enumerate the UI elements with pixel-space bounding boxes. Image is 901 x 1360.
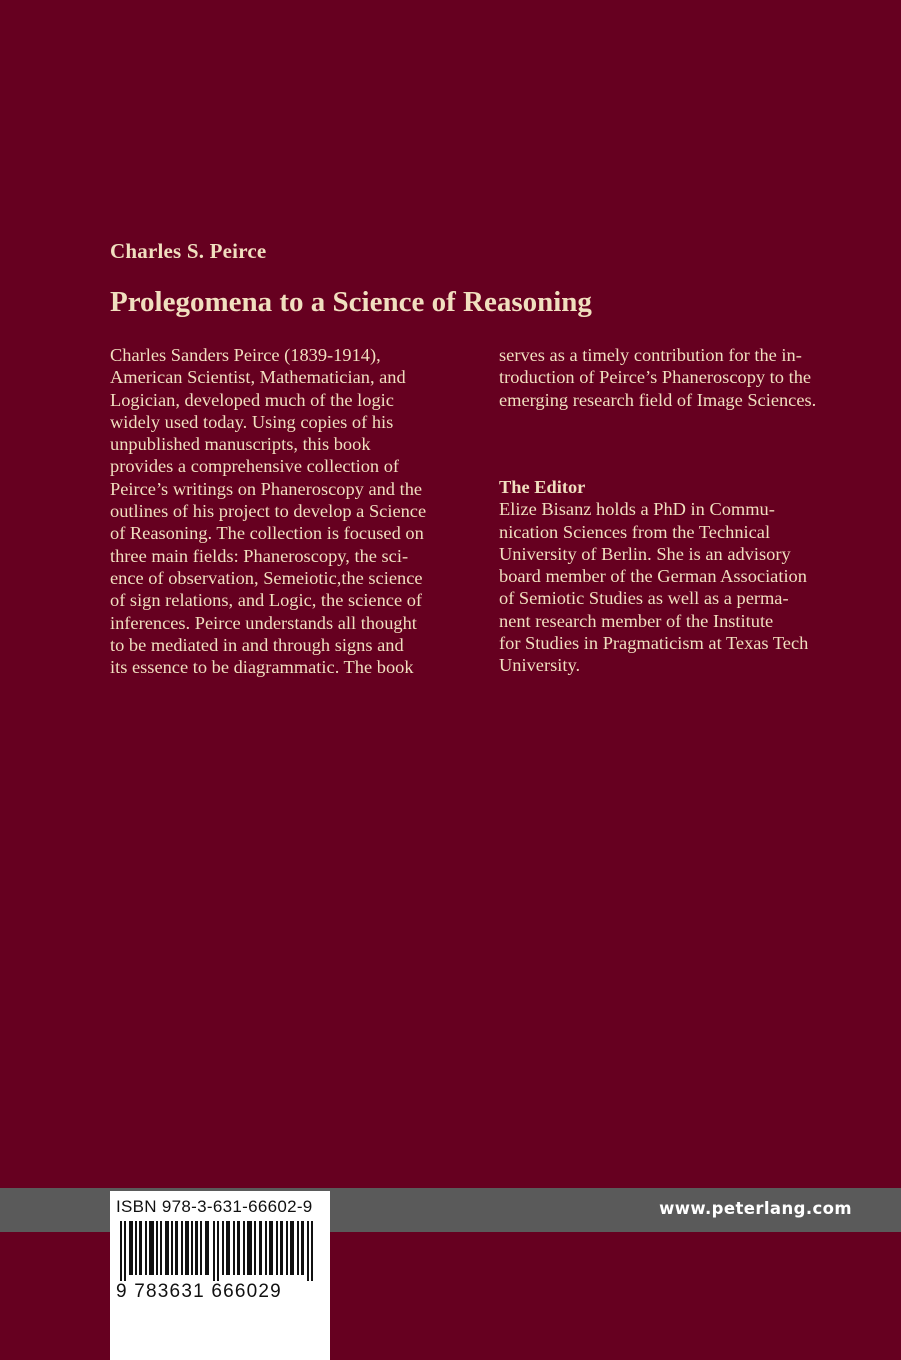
publisher-url[interactable]: www.peterlang.com bbox=[659, 1199, 852, 1218]
blurb-line: American Scientist, Mathematician, and bbox=[110, 367, 406, 388]
blurb-line: widely used today. Using copies of his bbox=[110, 411, 394, 432]
blurb-line: Charles Sanders Peirce (1839-1914), bbox=[110, 345, 381, 365]
barcode-number: 9 783631 666029 bbox=[116, 1281, 282, 1302]
blurb-line: three main fields: Phaneroscopy, the sci- bbox=[110, 545, 409, 566]
isbn-barcode bbox=[110, 1191, 330, 1360]
editor-line: of Semiotic Studies as well as a perma- bbox=[499, 588, 789, 609]
blurb-line: of sign relations, and Logic, the science of bbox=[110, 590, 423, 611]
blurb-right-column bbox=[499, 344, 859, 411]
blurb-line: provides a comprehensive collection of bbox=[110, 456, 400, 477]
author-name: Charles S. Peirce bbox=[110, 239, 267, 263]
editor-line: for Studies in Pragmaticism at Texas Tech bbox=[499, 633, 809, 654]
blurb-line: ence of observation, Semeiotic,the science bbox=[110, 567, 423, 588]
book-title: Prolegomena to a Science of Reasoning bbox=[110, 286, 592, 318]
editor-line: Elize Bisanz holds a PhD in Commu- bbox=[499, 499, 775, 520]
editor-line: board member of the German Association bbox=[499, 566, 807, 587]
editor-line: University of Berlin. She is an advisory bbox=[499, 543, 791, 564]
blurb-left-column bbox=[110, 344, 470, 678]
editor-section bbox=[499, 476, 859, 677]
blurb-line: unpublished manuscripts, this book bbox=[110, 434, 371, 455]
barcode-icon bbox=[120, 1221, 320, 1281]
blurb-line: troduction of Peirce’s Phaneroscopy to the bbox=[499, 367, 812, 388]
editor-heading: The Editor bbox=[499, 477, 586, 497]
blurb-line: inferences. Peirce understands all thought bbox=[110, 612, 417, 633]
editor-line: nent research member of the Institute bbox=[499, 610, 774, 631]
blurb-line: Peirce’s writings on Phaneroscopy and the bbox=[110, 478, 423, 499]
editor-line: nication Sciences from the Technical bbox=[499, 521, 771, 542]
isbn-label: ISBN 978-3-631-66602-9 bbox=[116, 1197, 313, 1216]
editor-line: University. bbox=[499, 655, 581, 676]
blurb-line: serves as a timely contribution for the in- bbox=[499, 345, 802, 365]
blurb-line: its essence to be diagrammatic. The book bbox=[110, 657, 414, 678]
blurb-line: to be mediated in and through signs and bbox=[110, 634, 404, 655]
blurb-line: Logician, developed much of the logic bbox=[110, 389, 394, 410]
blurb-line: emerging research field of Image Sciences. bbox=[499, 389, 817, 410]
blurb-line: of Reasoning. The collection is focused on bbox=[110, 523, 424, 544]
blurb-line: outlines of his project to develop a Science bbox=[110, 501, 427, 522]
